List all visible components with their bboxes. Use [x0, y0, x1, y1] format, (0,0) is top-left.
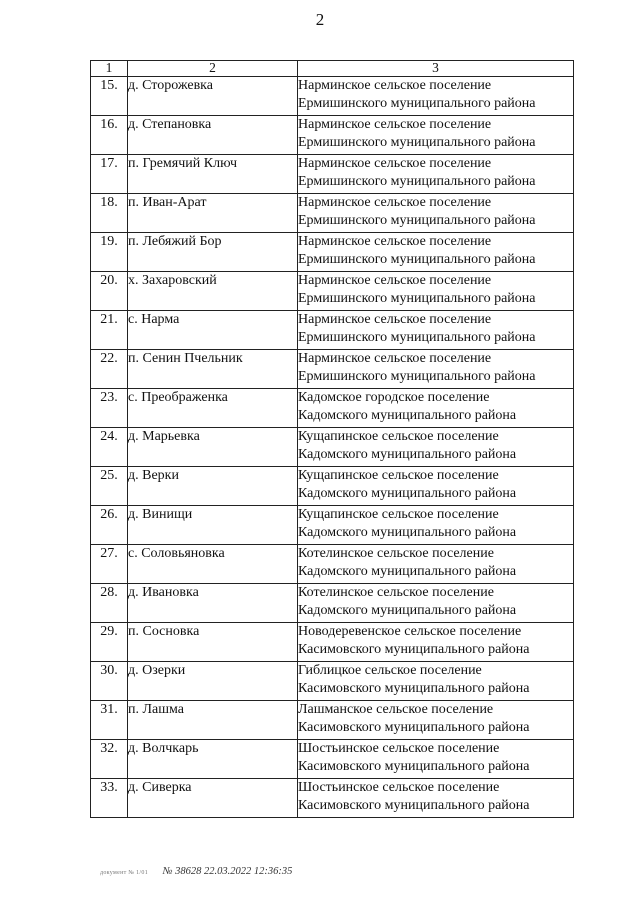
district-line: Кадомского муниципального района: [298, 408, 517, 423]
municipality-cell: [298, 701, 574, 740]
table-row: [91, 233, 574, 272]
settlement-line: Кущапинское сельское поселение: [298, 429, 499, 444]
settlement-name: д. Сторожевка: [128, 77, 298, 116]
settlement-line: Гиблицкое сельское поселение: [298, 663, 482, 678]
table-row: [91, 350, 574, 389]
table-row: [91, 272, 574, 311]
district-line: Ермишинского муниципального района: [298, 96, 536, 111]
row-number: 24.: [91, 428, 128, 467]
settlement-line: Нарминское сельское поселение: [298, 234, 492, 249]
table-row: [91, 389, 574, 428]
row-number: 23.: [91, 389, 128, 428]
settlement-line: Кущапинское сельское поселение: [298, 468, 499, 483]
row-number: 26.: [91, 506, 128, 545]
row-number: 22.: [91, 350, 128, 389]
municipality-cell: [298, 272, 574, 311]
municipality-cell: [298, 779, 574, 818]
district-line: Касимовского муниципального района: [298, 759, 530, 774]
row-number: 33.: [91, 779, 128, 818]
row-number: 28.: [91, 584, 128, 623]
table-row: [91, 506, 574, 545]
table-row: [91, 623, 574, 662]
settlement-name: д. Степановка: [128, 116, 298, 155]
settlement-name: п. Сенин Пчельник: [128, 350, 298, 389]
municipality-cell: [298, 155, 574, 194]
table-row: [91, 779, 574, 818]
row-number: 30.: [91, 662, 128, 701]
district-line: Ермишинского муниципального района: [298, 369, 536, 384]
municipality-cell: [298, 428, 574, 467]
district-line: Кадомского муниципального района: [298, 447, 517, 462]
settlement-name: с. Нарма: [128, 311, 298, 350]
municipality-cell: [298, 545, 574, 584]
table-row: [91, 545, 574, 584]
table-row: [91, 740, 574, 779]
settlement-name: д. Озерки: [128, 662, 298, 701]
settlement-name: д. Волчкарь: [128, 740, 298, 779]
municipality-cell: [298, 116, 574, 155]
row-number: 18.: [91, 194, 128, 233]
row-number: 32.: [91, 740, 128, 779]
settlement-line: Котелинское сельское поселение: [298, 546, 494, 561]
settlement-name: д. Винищи: [128, 506, 298, 545]
district-line: Касимовского муниципального района: [298, 642, 530, 657]
district-line: Ермишинского муниципального района: [298, 213, 536, 228]
district-line: Кадомского муниципального района: [298, 525, 517, 540]
settlement-line: Кущапинское сельское поселение: [298, 507, 499, 522]
settlement-name: д. Верки: [128, 467, 298, 506]
table-header-row: [91, 61, 574, 77]
row-number: 15.: [91, 77, 128, 116]
municipality-cell: [298, 584, 574, 623]
settlement-name: д. Ивановка: [128, 584, 298, 623]
page-number: 2: [315, 10, 325, 29]
settlement-line: Котелинское сельское поселение: [298, 585, 494, 600]
settlement-name: п. Лашма: [128, 701, 298, 740]
table-row: [91, 116, 574, 155]
settlement-name: п. Лебяжий Бор: [128, 233, 298, 272]
district-line: Касимовского муниципального района: [298, 798, 530, 813]
settlement-name: с. Преображенка: [128, 389, 298, 428]
settlement-name: х. Захаровский: [128, 272, 298, 311]
table-row: [91, 662, 574, 701]
settlement-line: Нарминское сельское поселение: [298, 195, 492, 210]
table-row: [91, 311, 574, 350]
settlement-name: д. Марьевка: [128, 428, 298, 467]
column-header-3: 3: [298, 61, 574, 77]
table-row: [91, 428, 574, 467]
table-row: [91, 701, 574, 740]
municipality-cell: [298, 740, 574, 779]
settlement-line: Нарминское сельское поселение: [298, 351, 492, 366]
settlement-line: Нарминское сельское поселение: [298, 312, 492, 327]
settlement-line: Лашманское сельское поселение: [298, 702, 494, 717]
district-line: Ермишинского муниципального района: [298, 291, 536, 306]
municipality-cell: [298, 506, 574, 545]
municipality-cell: [298, 233, 574, 272]
municipality-cell: [298, 623, 574, 662]
municipality-cell: [298, 194, 574, 233]
row-number: 20.: [91, 272, 128, 311]
settlement-line: Шостьинское сельское поселение: [298, 780, 500, 795]
row-number: 17.: [91, 155, 128, 194]
column-header-1: 1: [91, 61, 128, 77]
settlement-name: п. Иван-Арат: [128, 194, 298, 233]
footer-mark: документ № 1/01: [100, 870, 148, 876]
municipality-cell: [298, 77, 574, 116]
row-number: 16.: [91, 116, 128, 155]
row-number: 19.: [91, 233, 128, 272]
row-number: 29.: [91, 623, 128, 662]
municipality-cell: [298, 662, 574, 701]
district-line: Кадомского муниципального района: [298, 486, 517, 501]
row-number: 31.: [91, 701, 128, 740]
row-number: 27.: [91, 545, 128, 584]
settlement-line: Нарминское сельское поселение: [298, 156, 492, 171]
settlement-line: Нарминское сельское поселение: [298, 117, 492, 132]
settlement-line: Нарминское сельское поселение: [298, 273, 492, 288]
district-line: Касимовского муниципального района: [298, 720, 530, 735]
column-header-2: 2: [128, 61, 298, 77]
municipality-cell: [298, 311, 574, 350]
district-line: Касимовского муниципального района: [298, 681, 530, 696]
district-line: Ермишинского муниципального района: [298, 330, 536, 345]
settlement-line: Новодеревенское сельское поселение: [298, 624, 522, 639]
settlement-name: д. Сиверка: [128, 779, 298, 818]
municipality-cell: [298, 389, 574, 428]
settlement-line: Шостьинское сельское поселение: [298, 741, 500, 756]
row-number: 25.: [91, 467, 128, 506]
district-line: Ермишинского муниципального района: [298, 252, 536, 267]
district-line: Кадомского муниципального района: [298, 564, 517, 579]
table-row: [91, 194, 574, 233]
table-row: [91, 467, 574, 506]
document-footer: [100, 866, 292, 877]
table-row: [91, 77, 574, 116]
settlement-line: Кадомское городское поселение: [298, 390, 490, 405]
settlement-name: п. Сосновка: [128, 623, 298, 662]
municipality-cell: [298, 350, 574, 389]
table-row: [91, 584, 574, 623]
district-line: Ермишинского муниципального района: [298, 135, 536, 150]
settlement-name: п. Гремячий Ключ: [128, 155, 298, 194]
registration-stamp: № 38628 22.03.2022 12:36:35: [162, 866, 293, 877]
settlement-line: Нарминское сельское поселение: [298, 78, 492, 93]
settlements-table: [90, 60, 574, 818]
district-line: Ермишинского муниципального района: [298, 174, 536, 189]
row-number: 21.: [91, 311, 128, 350]
table-row: [91, 155, 574, 194]
municipality-cell: [298, 467, 574, 506]
district-line: Кадомского муниципального района: [298, 603, 517, 618]
settlement-name: с. Соловьяновка: [128, 545, 298, 584]
